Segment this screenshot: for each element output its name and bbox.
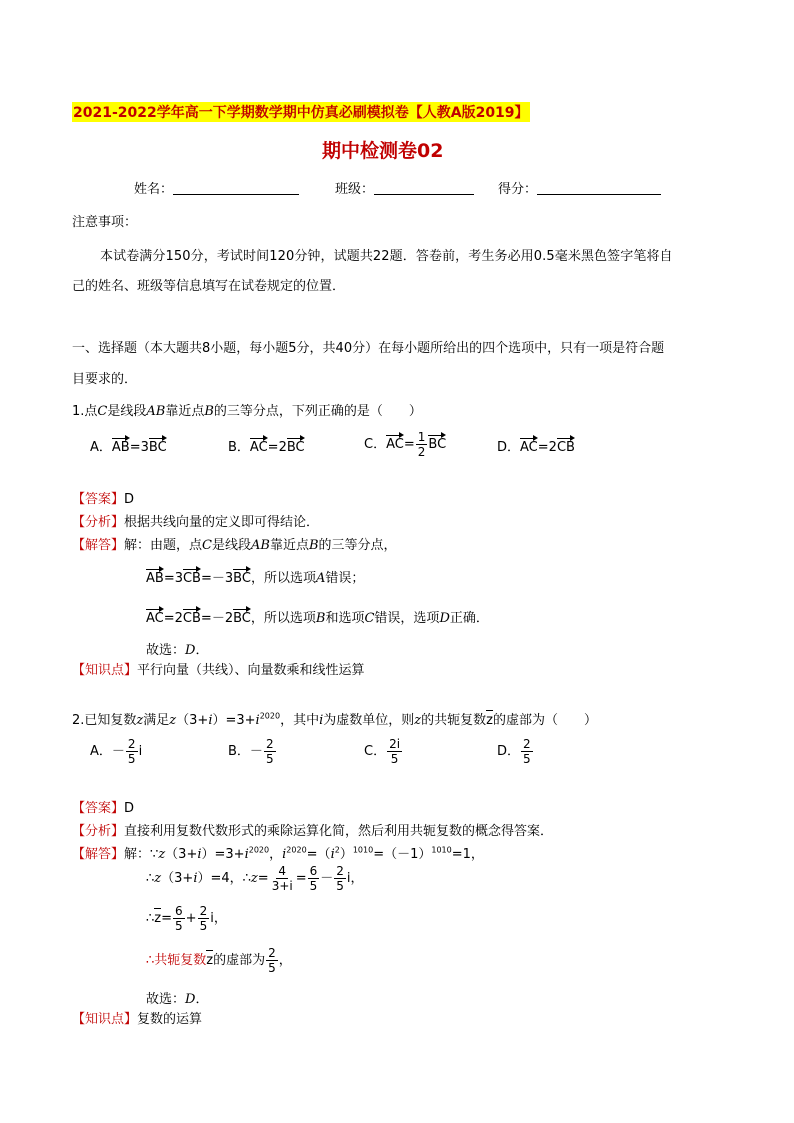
name-label: 姓名： (134, 182, 174, 197)
name-field-row (134, 178, 299, 197)
q1-solution-step-2: AC=2CB=－2BC，所以选项B和选项C错误，选项D正确． (146, 611, 489, 626)
q1-analysis: 【分析】根据共线向量的定义即可得结论． (72, 515, 320, 530)
score-field-row (498, 178, 661, 197)
q1-option-a[interactable]: A．AB=3BC (90, 440, 167, 455)
score-blank[interactable] (537, 181, 661, 195)
section-heading-line-2: 目要求的． (72, 372, 138, 387)
q1-answer: 【答案】D (72, 492, 135, 507)
question-1-stem: 1.点C是线段AB靠近点B的三等分点，下列正确的是（ ） (72, 404, 422, 419)
q1-option-b[interactable]: B．AC=2BC (228, 440, 305, 455)
q2-option-d[interactable]: D． $\frac{2}{5}$ (497, 737, 531, 766)
q1-solution-step-1: AB=3CB=－3BC，所以选项A错误； (146, 571, 365, 586)
score-label: 得分： (498, 182, 538, 197)
class-field-row (335, 178, 474, 197)
q1-choose: 故选：D． (146, 643, 209, 658)
exam-banner: 2021-2022学年高一下学期数学期中仿真必刷模拟卷【人教A版2019】 (72, 102, 530, 122)
q2-knowledge: 【知识点】复数的运算 (72, 1012, 203, 1027)
q2-option-b[interactable]: B．－ $\frac{2}{5}$ (228, 737, 274, 766)
class-label: 班级： (335, 182, 375, 197)
class-blank[interactable] (374, 181, 474, 195)
question-2-stem: 2.已知复数z满足$z(3+i)=3+i^{2020}$，其中i为虚数单位，则z的共轭复数z的虚部为（ ） (72, 711, 597, 728)
page-title: 期中检测卷02 (322, 140, 444, 162)
q2-solution-step-2: ∴z= $\frac{6}{5}$ + $\frac{2}{5}$ i， (146, 904, 227, 933)
q2-solution: 【解答】解：$\because z(3+i)=3+i^{2020}$，$i^{2020}=(i^2)^{1010}=(-1)^{1010}=1$， (72, 845, 484, 862)
q2-analysis: 【分析】直接利用复数代数形式的乘除运算化简，然后利用共轭复数的概念得答案． (72, 824, 554, 839)
section-heading-line-1: 一、选择题（本大题共8小题，每小题5分，共40分）在每小题所给出的四个选项中，只有一项是符合题 (72, 341, 665, 356)
notice-line-2: 己的姓名、班级等信息填写在试卷规定的位置． (72, 279, 346, 294)
q1-knowledge: 【知识点】平行向量（共线）、向量数乘和线性运算 (72, 663, 365, 678)
q1-solution: 【解答】解：由题，点C是线段AB靠近点B的三等分点， (72, 538, 397, 553)
q1-option-c[interactable]: C．AC= $\frac{1}{2}$ BC (364, 430, 447, 459)
q2-choose: 故选：D． (146, 992, 209, 1007)
notice-line-1: 本试卷满分150分，考试时间120分钟，试题共22题．答卷前，考生务必用0.5毫米黑色签字笔将自 (100, 249, 673, 264)
q2-option-c[interactable]: C． $\frac{2i}{5}$ (364, 737, 401, 766)
notice-heading: 注意事项： (72, 215, 138, 230)
q2-answer: 【答案】D (72, 801, 135, 816)
q2-solution-step-3: ∴共轭复数z的虚部为 $\frac{2}{5}$ ， (146, 946, 292, 975)
q2-solution-step-1: ∴z（3+i）=4，∴z= $\frac{4}{3+i}$ = $\frac{6}{5}$ － $\frac{2}{5}$ i， (146, 864, 364, 893)
q2-option-a[interactable]: A．－ $\frac{2}{5}$ i (90, 737, 143, 766)
q1-option-d[interactable]: D．AC=2CB (497, 440, 575, 455)
name-blank[interactable] (173, 181, 299, 195)
